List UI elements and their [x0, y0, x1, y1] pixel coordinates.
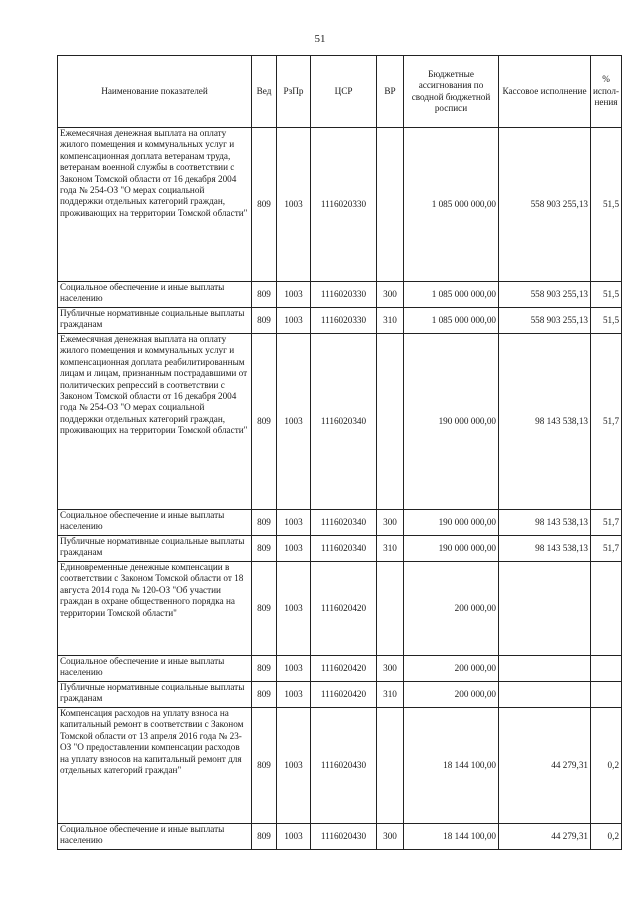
page-number: 51: [314, 33, 326, 45]
cell-name: Социальное обеспечение и иные выплаты населению: [58, 824, 252, 850]
cell-percent: 51,7: [591, 334, 622, 510]
table-row: [58, 282, 622, 308]
cell-name: Публичные нормативные социальные выплаты гражданам: [58, 536, 252, 562]
cell-cash: 44 279,31: [499, 824, 591, 850]
cell-rzpr: 1003: [277, 656, 311, 682]
header-name: Наименование показателей: [58, 56, 252, 128]
cell-csr: 1116020420: [311, 656, 377, 682]
header-ved: Вед: [252, 56, 277, 128]
cell-name: Социальное обеспечение и иные выплаты населению: [58, 282, 252, 308]
table-row: [58, 308, 622, 334]
cell-rzpr: 1003: [277, 536, 311, 562]
cell-budget: 1 085 000 000,00: [404, 128, 499, 282]
cell-rzpr: 1003: [277, 682, 311, 708]
cell-ved: 809: [252, 510, 277, 536]
cell-name: Единовременные денежные компенсации в соответствии с Законом Томской области от 18 августа 2014 года № 120-ОЗ "Об участии граждан в охране общественного порядка на территории Томской области": [58, 562, 252, 656]
cell-csr: 1116020420: [311, 682, 377, 708]
table-row: [58, 656, 622, 682]
cell-percent: 51,7: [591, 510, 622, 536]
cell-percent: [591, 656, 622, 682]
cell-csr: 1116020420: [311, 562, 377, 656]
cell-percent: 51,5: [591, 282, 622, 308]
cell-rzpr: 1003: [277, 708, 311, 824]
cell-rzpr: 1003: [277, 562, 311, 656]
header-vr: ВР: [377, 56, 404, 128]
cell-ved: 809: [252, 824, 277, 850]
cell-csr: 1116020430: [311, 824, 377, 850]
cell-rzpr: 1003: [277, 308, 311, 334]
cell-budget: 200 000,00: [404, 562, 499, 656]
cell-rzpr: 1003: [277, 128, 311, 282]
cell-ved: 809: [252, 708, 277, 824]
table-row: [58, 708, 622, 824]
cell-name: Публичные нормативные социальные выплаты гражданам: [58, 682, 252, 708]
table-row: [58, 562, 622, 656]
cell-budget: 190 000 000,00: [404, 510, 499, 536]
cell-name: Ежемесячная денежная выплата на оплату жилого помещения и коммунальных услуг и компенсационная доплата реабилитированным лицам и лицам, признанным пострадавшими от политических репрессий в соответствии с Законом Томской области от 16 декабря 2004 года № 254-ОЗ "О мерах социальной поддержки отдельных категорий граждан, проживающих на территории Томской области": [58, 334, 252, 510]
cell-ved: 809: [252, 656, 277, 682]
table-row: [58, 510, 622, 536]
cell-name: Публичные нормативные социальные выплаты гражданам: [58, 308, 252, 334]
cell-cash: 44 279,31: [499, 708, 591, 824]
cell-rzpr: 1003: [277, 334, 311, 510]
cell-cash: 98 143 538,13: [499, 536, 591, 562]
table-row: [58, 536, 622, 562]
cell-percent: 51,5: [591, 308, 622, 334]
header-rzpr: РзПр: [277, 56, 311, 128]
cell-name: Ежемесячная денежная выплата на оплату жилого помещения и коммунальных услуг и компенсационная доплата ветеранам труда, ветеранам военной службы в соответствии с Законом Томской области от 16 декабря 2004 года № 254-ОЗ "О мерах социальной поддержки отдельных категорий граждан, проживающих на территории Томской области": [58, 128, 252, 282]
cell-vr: 310: [377, 682, 404, 708]
cell-cash: [499, 562, 591, 656]
cell-cash: [499, 682, 591, 708]
header-percent: % испол-нения: [591, 56, 622, 128]
cell-vr: 300: [377, 282, 404, 308]
cell-ved: 809: [252, 334, 277, 510]
cell-budget: 200 000,00: [404, 682, 499, 708]
cell-name: Социальное обеспечение и иные выплаты населению: [58, 510, 252, 536]
cell-ved: 809: [252, 128, 277, 282]
header-cash: Кассовое исполнение: [499, 56, 591, 128]
cell-csr: 1116020340: [311, 510, 377, 536]
header-csr: ЦСР: [311, 56, 377, 128]
cell-ved: 809: [252, 282, 277, 308]
cell-percent: 51,5: [591, 128, 622, 282]
cell-cash: [499, 656, 591, 682]
cell-vr: [377, 708, 404, 824]
table-row: [58, 682, 622, 708]
cell-csr: 1116020430: [311, 708, 377, 824]
cell-rzpr: 1003: [277, 510, 311, 536]
cell-cash: 558 903 255,13: [499, 308, 591, 334]
cell-csr: 1116020340: [311, 536, 377, 562]
table-row: [58, 824, 622, 850]
cell-vr: 310: [377, 308, 404, 334]
cell-ved: 809: [252, 536, 277, 562]
table-row: [58, 128, 622, 282]
cell-vr: [377, 128, 404, 282]
cell-csr: 1116020330: [311, 282, 377, 308]
cell-vr: [377, 562, 404, 656]
cell-vr: [377, 334, 404, 510]
cell-csr: 1116020330: [311, 128, 377, 282]
cell-cash: 98 143 538,13: [499, 334, 591, 510]
cell-name: Компенсация расходов на уплату взноса на капитальный ремонт в соответствии с Законом Томской области от 13 апреля 2016 года № 23-ОЗ "О предоставлении компенсации расходов на уплату взносов на капитальный ремонт для отдельных категорий граждан": [58, 708, 252, 824]
cell-percent: 51,7: [591, 536, 622, 562]
cell-budget: 190 000 000,00: [404, 334, 499, 510]
cell-vr: 310: [377, 536, 404, 562]
cell-budget: 200 000,00: [404, 656, 499, 682]
cell-percent: 0,2: [591, 824, 622, 850]
cell-percent: [591, 682, 622, 708]
cell-vr: 300: [377, 656, 404, 682]
cell-cash: 558 903 255,13: [499, 282, 591, 308]
cell-budget: 1 085 000 000,00: [404, 308, 499, 334]
cell-cash: 558 903 255,13: [499, 128, 591, 282]
budget-execution-table: [57, 55, 622, 850]
cell-percent: 0,2: [591, 708, 622, 824]
cell-cash: 98 143 538,13: [499, 510, 591, 536]
cell-budget: 18 144 100,00: [404, 824, 499, 850]
table-body: [58, 128, 622, 850]
header-budget: Бюджетные ассигнования по сводной бюджетной росписи: [404, 56, 499, 128]
cell-budget: 1 085 000 000,00: [404, 282, 499, 308]
cell-csr: 1116020330: [311, 308, 377, 334]
cell-budget: 190 000 000,00: [404, 536, 499, 562]
cell-rzpr: 1003: [277, 282, 311, 308]
cell-ved: 809: [252, 308, 277, 334]
cell-name: Социальное обеспечение и иные выплаты населению: [58, 656, 252, 682]
cell-rzpr: 1003: [277, 824, 311, 850]
table-header-row: [58, 56, 622, 128]
cell-ved: 809: [252, 562, 277, 656]
cell-ved: 809: [252, 682, 277, 708]
cell-vr: 300: [377, 824, 404, 850]
cell-percent: [591, 562, 622, 656]
table-row: [58, 334, 622, 510]
cell-vr: 300: [377, 510, 404, 536]
cell-csr: 1116020340: [311, 334, 377, 510]
cell-budget: 18 144 100,00: [404, 708, 499, 824]
